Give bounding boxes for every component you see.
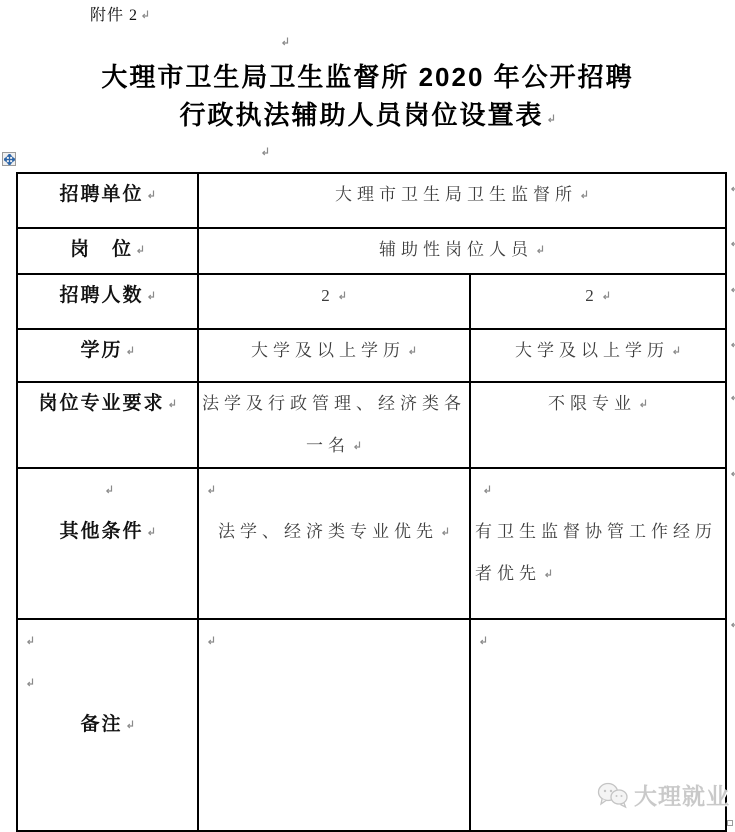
paragraph-mark-icon [543, 568, 553, 579]
paragraph-mark-icon [146, 189, 156, 200]
watermark-text: 大理就业 [634, 783, 730, 809]
cell-other-conditions-post2 [470, 468, 726, 619]
attachment-label [90, 2, 150, 25]
paragraph-mark-icon [140, 9, 150, 20]
table-row [17, 329, 726, 382]
cell-text: 大理市卫生局卫生监督所 [335, 185, 577, 204]
cell-text: 学历 [80, 340, 123, 361]
paragraph-mark-icon [546, 113, 556, 124]
paragraph-mark-icon [729, 283, 735, 294]
table-row [17, 228, 726, 274]
paragraph-mark-icon [260, 146, 270, 157]
cell-label-headcount [17, 274, 198, 329]
paragraph-mark-icon [478, 635, 488, 646]
job-posting-table [16, 172, 727, 832]
cell-other-conditions-post1 [198, 468, 470, 619]
paragraph-mark-icon [25, 677, 35, 688]
cell-text: 招聘单位 [59, 184, 144, 205]
paragraph-mark-icon [104, 484, 114, 495]
cell-education-post2 [470, 329, 726, 382]
cell-major-requirement-post2 [470, 382, 726, 468]
document-end-mark [727, 820, 733, 826]
cell-label-education [17, 329, 198, 382]
cell-text: 有卫生监督协管工作经历者优先 [475, 522, 717, 583]
paragraph-mark-icon [146, 526, 156, 537]
cell-text: 招聘人数 [59, 285, 144, 306]
paragraph-mark-icon [135, 244, 145, 255]
paragraph-mark-icon [25, 635, 35, 646]
table-row [17, 274, 726, 329]
cell-text: 岗 位 [69, 239, 133, 260]
cell-headcount-post2 [470, 274, 726, 329]
cell-label-recruiting-unit [17, 173, 198, 228]
cell-text: 岗位专业要求 [38, 393, 165, 414]
paragraph-mark-icon [167, 398, 177, 409]
paragraph-mark-icon [440, 526, 450, 537]
move-arrows-icon [4, 154, 15, 165]
paragraph-mark-icon [601, 290, 611, 301]
cell-text: 法学、经济类专业优先 [218, 522, 438, 541]
cell-label-major-requirement [17, 382, 198, 468]
table-row [17, 382, 726, 468]
paragraph-mark-icon [729, 467, 735, 478]
paragraph-mark-icon [352, 440, 362, 451]
paragraph-mark-icon [146, 290, 156, 301]
cell-text: 备注 [80, 714, 123, 735]
cell-text: 2 [321, 286, 335, 305]
paragraph-mark-icon [407, 345, 417, 356]
paragraph-mark-icon [337, 290, 347, 301]
document-title-line2-text: 行政执法辅助人员岗位设置表 [179, 100, 544, 130]
paragraph-mark-icon [535, 244, 545, 255]
cell-major-requirement-post1 [198, 382, 470, 468]
table-move-handle[interactable] [2, 152, 16, 166]
cell-recruiting-unit-value [198, 173, 726, 228]
paragraph-mark-icon [206, 635, 216, 646]
paragraph-mark-icon [729, 182, 735, 193]
paragraph-mark-icon [671, 345, 681, 356]
document-title [0, 58, 735, 134]
paragraph-mark-icon [125, 345, 135, 356]
table-row [17, 173, 726, 228]
paragraph-mark-icon [280, 36, 290, 47]
cell-text: 2 [585, 286, 599, 305]
cell-text: 其他条件 [59, 521, 144, 542]
table-row [17, 468, 726, 619]
cell-remarks-post1 [198, 619, 470, 831]
attachment-label-text: 附件 2 [90, 7, 139, 24]
cell-text: 法学及行政管理、经济类各一名 [202, 394, 466, 455]
document-title-line1: 大理市卫生局卫生监督所 2020 年公开招聘 [101, 62, 634, 92]
paragraph-mark-icon [579, 189, 589, 200]
paragraph-mark-icon [482, 484, 492, 495]
paragraph-mark-icon [206, 484, 216, 495]
paragraph-mark-icon [638, 398, 648, 409]
paragraph-mark-icon [729, 338, 735, 349]
paragraph-mark-icon [729, 237, 735, 248]
paragraph-mark-icon [729, 618, 735, 629]
cell-text: 不限专业 [548, 394, 636, 413]
cell-label-remarks [17, 619, 198, 831]
watermark [596, 778, 730, 811]
cell-label-position [17, 228, 198, 274]
cell-text: 大学及以上学历 [251, 341, 405, 360]
cell-label-other-conditions [17, 468, 198, 619]
cell-text: 辅助性岗位人员 [379, 240, 533, 259]
cell-text: 大学及以上学历 [515, 341, 669, 360]
chat-bubbles-logo-icon [596, 780, 630, 810]
document-title-line2 [0, 96, 735, 134]
cell-education-post1 [198, 329, 470, 382]
paragraph-mark-icon [729, 391, 735, 402]
paragraph-mark-icon [125, 719, 135, 730]
cell-headcount-post1 [198, 274, 470, 329]
cell-position-value [198, 228, 726, 274]
